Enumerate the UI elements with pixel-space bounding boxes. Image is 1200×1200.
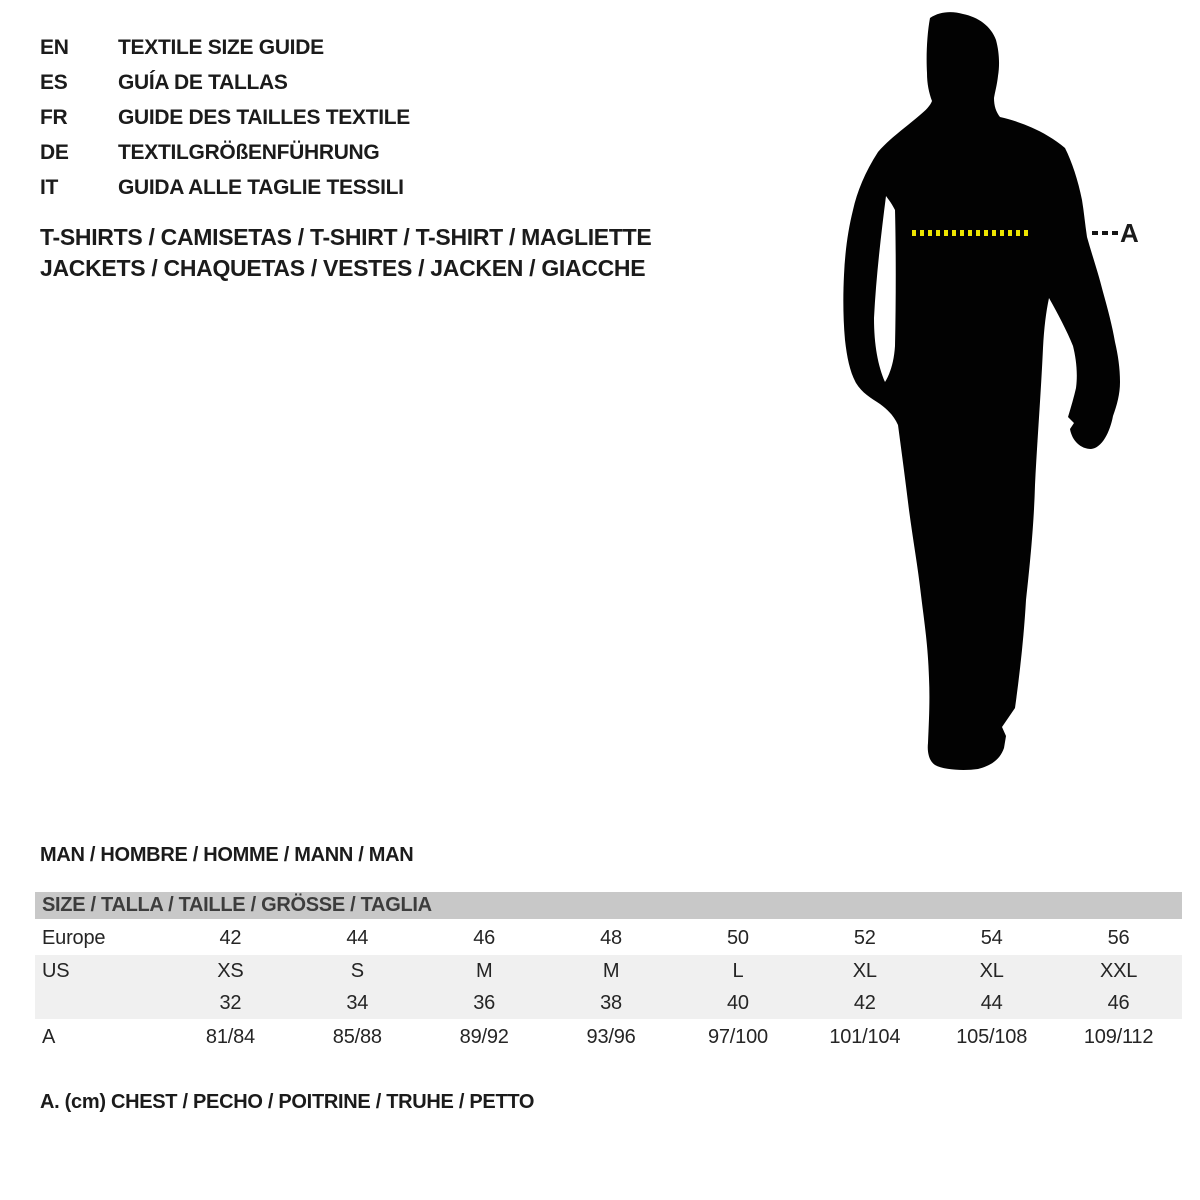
category-line-tshirts: T-SHIRTS / CAMISETAS / T-SHIRT / T-SHIRT / MAGLIETTE: [40, 224, 652, 250]
size-cell: 40: [727, 991, 749, 1014]
language-row-it: [40, 170, 410, 205]
language-list: [40, 30, 410, 205]
measurement-footnote: A. (cm) CHEST / PECHO / POITRINE / TRUHE / PETTO: [40, 1091, 535, 1113]
language-row-fr: [40, 100, 410, 135]
row-label: US: [42, 959, 70, 982]
size-cell: 50: [727, 927, 749, 949]
table-row-chest-cm: [35, 1019, 1182, 1055]
section-title-man: MAN / HOMBRE / HOMME / MANN / MAN: [40, 844, 414, 866]
size-cell: XL: [979, 959, 1004, 982]
size-cell: XS: [217, 959, 244, 982]
size-cell: 46: [1107, 991, 1130, 1014]
size-cell: 38: [600, 991, 622, 1014]
size-cell: 54: [980, 927, 1003, 949]
size-cell: 42: [219, 927, 242, 949]
size-cell: 42: [853, 991, 876, 1014]
size-cell: M: [475, 959, 493, 982]
size-cell: 44: [346, 927, 369, 949]
size-cell: 46: [473, 927, 496, 949]
size-cell: L: [732, 959, 744, 982]
measure-label-a: A: [1120, 218, 1139, 248]
category-line-jackets: JACKETS / CHAQUETAS / VESTES / JACKEN / GIACCHE: [40, 255, 646, 281]
size-table: [35, 892, 1182, 1055]
chest-measure-dotted-line: [912, 230, 1030, 236]
language-row-de: [40, 135, 410, 170]
table-row-europe: [35, 922, 1182, 955]
language-code: ES: [40, 71, 68, 94]
size-cell: S: [350, 959, 364, 982]
language-title: GUÍA DE TALLAS: [118, 71, 288, 94]
size-table-header: SIZE / TALLA / TAILLE / GRÖSSE / TAGLIA: [35, 892, 1182, 919]
language-code: DE: [40, 141, 69, 164]
language-code: FR: [40, 106, 68, 129]
size-cell: 85/88: [332, 1025, 382, 1048]
table-row-us: [35, 955, 1182, 987]
size-cell: XL: [852, 959, 877, 982]
size-cell: 34: [346, 991, 369, 1014]
size-cell: 97/100: [707, 1025, 768, 1048]
language-row-es: [40, 65, 410, 100]
size-cell: 44: [980, 991, 1003, 1014]
language-row-en: [40, 30, 410, 65]
size-cell: 93/96: [586, 1025, 636, 1048]
size-cell: M: [602, 959, 620, 982]
size-cell: 101/104: [829, 1025, 901, 1048]
language-title: TEXTILGRÖßENFÜHRUNG: [118, 141, 380, 164]
language-title: GUIDA ALLE TAGLIE TESSILI: [118, 176, 404, 199]
size-cell: 48: [600, 927, 622, 949]
size-cell: 52: [853, 927, 876, 949]
size-cell: 109/112: [1083, 1025, 1154, 1048]
size-cell: 56: [1107, 927, 1130, 949]
row-label: A: [42, 1025, 56, 1048]
size-cell: 36: [473, 991, 496, 1014]
garment-categories: [40, 222, 651, 284]
language-code: IT: [40, 176, 59, 199]
size-cell: 81/84: [205, 1025, 255, 1048]
language-title: TEXTILE SIZE GUIDE: [118, 36, 324, 59]
size-cell: XXL: [1099, 959, 1138, 982]
size-cell: 105/108: [956, 1025, 1028, 1048]
language-code: EN: [40, 36, 69, 59]
man-silhouette: [840, 0, 1130, 780]
measure-leader-dashes: [1092, 231, 1119, 235]
table-row-numeric: [35, 987, 1182, 1019]
language-title: GUIDE DES TAILLES TEXTILE: [118, 106, 410, 129]
size-cell: 32: [219, 991, 242, 1014]
size-cell: 89/92: [459, 1025, 509, 1048]
row-label: Europe: [42, 927, 106, 949]
